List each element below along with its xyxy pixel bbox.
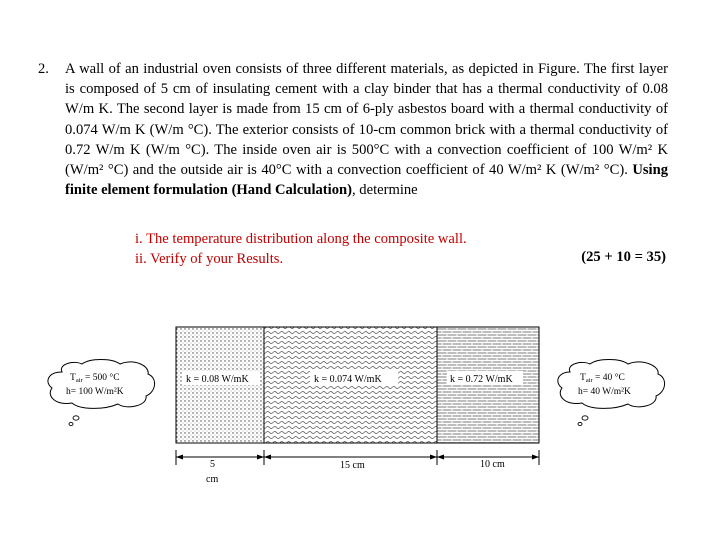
task-item-1: i. The temperature distribution along the composite wall. [135, 231, 467, 247]
k-label-3: k = 0.72 W/mK [450, 374, 513, 385]
dimension-label-1: 5 [210, 459, 215, 470]
task-item-2: ii. Verify of your Results. [135, 250, 284, 267]
question-text-part1: A wall of an industrial oven consists of three different materials, as depicted in Figure. The first layer is composed of 5 cm of insulating cement with a clay binder that has a thermal conductivity of 0.08 W/m K. The second layer is made from 15 cm of 6-ply asbestos board with a thermal conductivity of 0.074 W/m K (W/m °C). The exterior consists of 10-cm common brick with a thermal conductivity of 0.72 W/m K (W/m °C). The inside oven air is 500°C with a convection coefficient of 100 W/m² K (W/m² °C) and the outside air is 40°C with a convection coefficient of 40 W/m² K (W/m² °C). [65, 61, 668, 179]
question-text-part2: , determine [352, 182, 418, 199]
outside-temp-label: $T_{air} = 40$ °C [580, 373, 625, 384]
inside-h-label: h= 100 W/m²K [66, 387, 124, 397]
inside-temp-label: $T_{air} = 500$ °C [70, 373, 120, 384]
dimension-label-3: 10 cm [480, 459, 505, 470]
marks-label: (25 + 10 = 35) [581, 249, 666, 265]
question-number: 2. [38, 61, 49, 77]
k-label-2: k = 0.074 W/mK [314, 374, 382, 385]
dimension-unit-1: cm [206, 474, 219, 485]
outside-h-label: h= 40 W/m²K [578, 387, 631, 397]
dimension-label-2: 15 cm [340, 460, 365, 471]
question-text-bold: Using finite element formulation (Hand Calculation) [65, 162, 668, 199]
k-label-1: k = 0.08 W/mK [186, 374, 249, 385]
